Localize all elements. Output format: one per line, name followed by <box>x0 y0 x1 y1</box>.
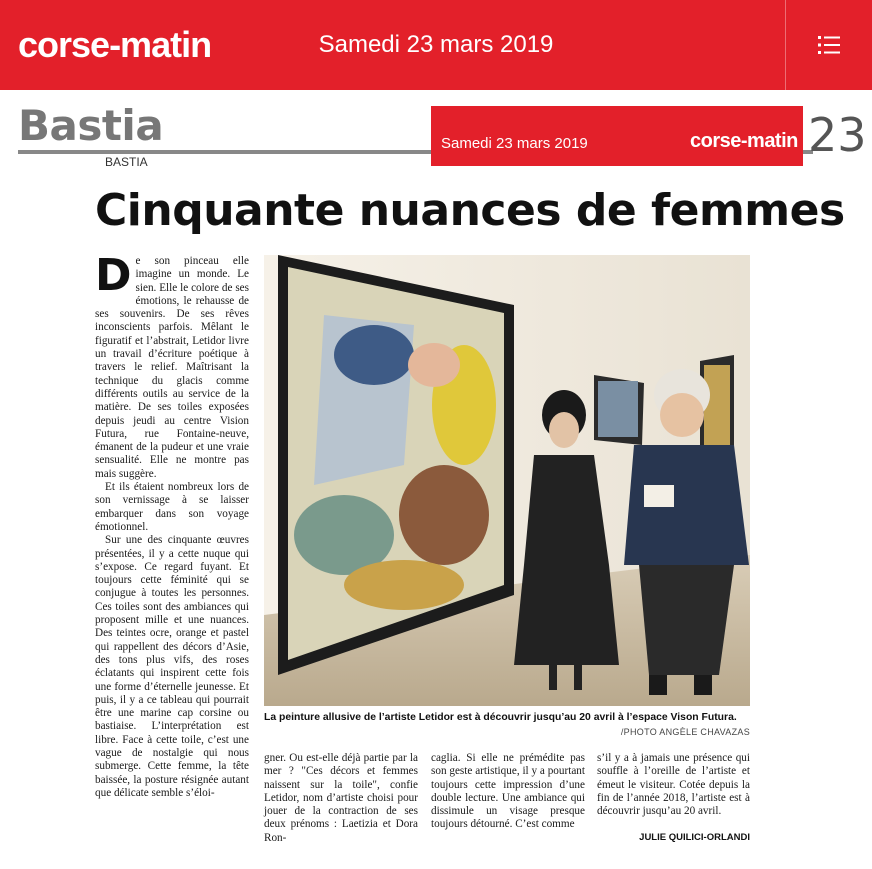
article-column-3 <box>431 752 585 832</box>
paragraph: caglia. Si elle ne prémédite pas son geste artistique, il y a pourtant toujours cette impression d’une double lecture. Une ambiance qui dissimule un visage presque toujours détourné. C’est comme <box>431 752 585 831</box>
paragraph: Sur une des cinquante œuvres présentées, il y a cette nuque qui s’expose. Ce regard fuyant. Et toujours cette féminité qui se conjugue à toutes les personnes. Ces toiles sont des ambiances qui proposent mille et une nuances. Des teintes ocre, orange et pastel qui rappellent des décors d’Asie, des tons plus vifs, des roses éclatants qui inspirent cette fois une forme d’éternelle jeunesse. Et puis, il y a ce tableau qui pourrait être une marine cap corsine ou bastiaise. L’interprétation est libre. Face à cette toile, c’est une vague de nostalgie qui nous submerge. Cette femme, la tête baissée, la posture résignée autant que délicate semble s’éloi- <box>95 534 249 799</box>
drop-cap: D <box>95 250 132 301</box>
exhibition-photo <box>264 255 750 706</box>
paragraph: gner. Ou est-elle déjà partie par la mer ? "Ces décors et femmes naissent sur la toile", confie Letidor, nom d’artiste choisi pour jouer de la contraction de ses deux prénoms : Laetizia et Dora Ron- <box>264 752 418 844</box>
section-title: Bastia <box>18 101 164 150</box>
subsection-label: BASTIA <box>105 155 148 169</box>
edition-date: Samedi 23 mars 2019 <box>318 31 554 58</box>
article-author: JULIE QUILICI-ORLANDI <box>639 832 750 843</box>
article-column-1 <box>95 250 249 800</box>
paragraph: s’il y a à jamais une présence qui souffle à l’oreille de l’artiste et émeut le visiteur. Cotée depuis la fin de l’année 2018, l’artiste est à découvrir jusqu’au 20 avril. <box>597 752 750 818</box>
banner-brand: corse-matin <box>690 130 798 152</box>
page-number: 23 <box>808 108 867 162</box>
article-column-2 <box>264 752 418 845</box>
paragraph: Et ils étaient nombreux lors de son vernissage à se laisser embarquer dans son voyage émotionnel. <box>95 481 249 533</box>
article-headline: Cinquante nuances de femmes <box>95 185 845 236</box>
photo-credit: /PHOTO ANGÈLE CHAVAZAS <box>620 727 750 737</box>
paragraph: De son pinceau elle imagine un monde. Le sien. Elle le colore de ses émotions, le rehausse de ses souvenirs. De ses rêves inconscients parfois. Mêlant le figuratif et l’abstrait, Letidor livre un travail d’écriture poétique à travers le relief. Maîtrisant la technique du glacis comme différents outils au service de la matière. De ses toiles exposées depuis jeudi au centre Vision Futura, rue Fontaine-neuve, émanent de la pudeur et une vraie sensualité. Elle ne montre pas mais suggère. <box>95 250 249 480</box>
menu-list-icon <box>818 35 840 55</box>
banner-date: Samedi 23 mars 2019 <box>441 135 588 152</box>
article-photo <box>264 255 750 706</box>
brand-logo[interactable]: corse-matin <box>18 24 212 65</box>
article-column-4 <box>597 752 750 818</box>
photo-caption: La peinture allusive de l’artiste Letidor est à découvrir jusqu’au 20 avril à l’espace Vison Futura. <box>264 712 737 723</box>
top-bar <box>0 0 872 90</box>
menu-button[interactable] <box>785 0 872 90</box>
